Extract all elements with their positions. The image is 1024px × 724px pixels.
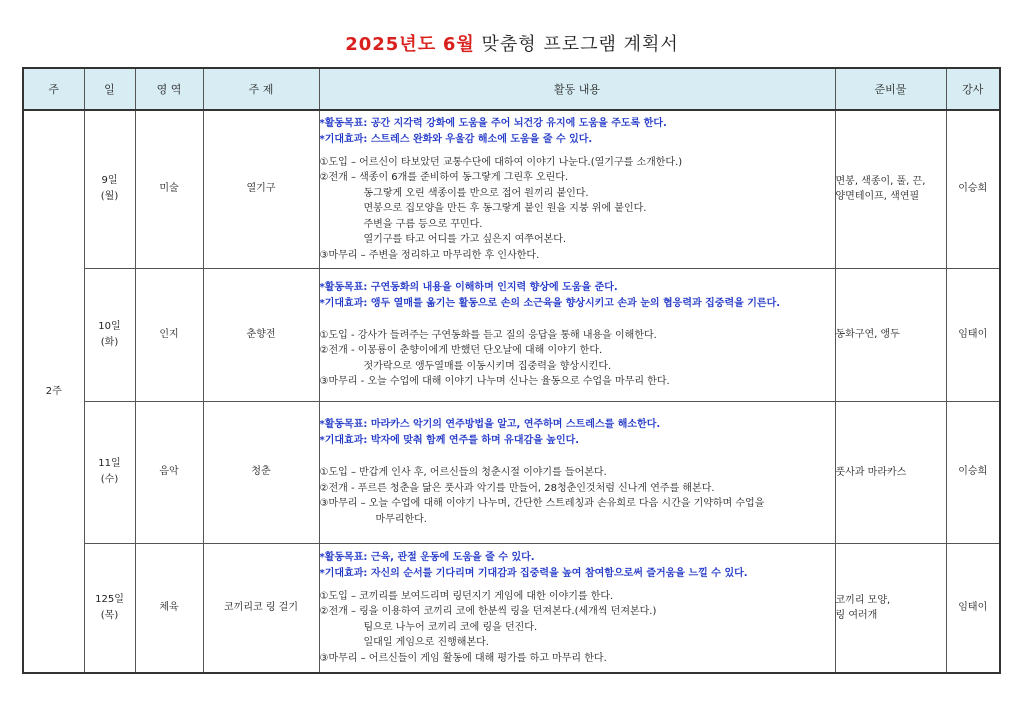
activity-line: ②전개 - 푸르른 청춘을 닮은 풋사과 악기를 만들어, 28청춘인것처럼 신나게 연주를 해본다. — [319, 482, 715, 494]
header-area: 영 역 — [135, 68, 203, 110]
topic-cell: 열기구 — [203, 110, 319, 268]
activity-line: 마무리한다. — [375, 513, 427, 525]
table-header-row — [23, 68, 1000, 110]
date-cell — [84, 110, 135, 268]
expected-effect: *기대효과: 박자에 맞춰 함께 연주를 하며 유대감을 높인다. — [319, 435, 580, 446]
area-cell: 미술 — [135, 110, 203, 268]
date-cell — [84, 401, 135, 543]
materials-cell — [835, 543, 946, 673]
activity-cell — [319, 543, 835, 673]
activity-line: 팀으로 나누어 코끼리 코에 링을 던진다. — [363, 621, 538, 633]
activity-line: ①도입 – 어르신이 타보았던 교통수단에 대하여 이야기 나눈다.(열기구를 소개한다.) — [319, 156, 683, 168]
materials-cell — [835, 110, 946, 268]
table-row — [23, 543, 1000, 673]
activity-line: ①도입 – 코끼리를 보여드리며 링던지기 게임에 대한 이야기를 한다. — [319, 590, 614, 602]
program-plan-table — [22, 67, 1001, 674]
header-date: 일 — [84, 68, 135, 110]
activity-goal: *활동목표: 마라카스 악기의 연주방법을 알고, 연주하며 스트레스를 해소한다. — [319, 419, 661, 430]
materials-line: 양면테이프, 색연필 — [835, 191, 920, 203]
activity-line: 일대일 게임으로 진행해본다. — [363, 637, 489, 648]
day-text: (목) — [100, 609, 119, 621]
teacher-cell: 이승희 — [946, 401, 1000, 543]
date-text: 125일 — [95, 593, 124, 605]
materials-line: 동화구연, 앵두 — [835, 329, 900, 340]
title-month: 6월 — [442, 34, 475, 55]
materials-cell — [835, 268, 946, 401]
materials-line: 풋사과 마라카스 — [835, 466, 907, 478]
day-text: (수) — [100, 474, 119, 485]
area-cell: 음악 — [135, 401, 203, 543]
materials-line: 면봉, 색종이, 풀, 끈, — [835, 176, 926, 188]
activity-line: ③마무리 – 오늘 수업에 대해 이야기 나누며, 간단한 스트레칭과 손유희로 다음 시간을 기약하며 수업을 — [319, 498, 765, 509]
date-text: 11일 — [98, 458, 121, 469]
activity-line: ③마무리 – 주변을 정리하고 마무리한 후 인사한다. — [319, 249, 540, 261]
day-text: (월) — [100, 191, 119, 203]
activity-line: ②전개 – 링을 이용하여 코끼리 코에 한분씩 링을 던져본다.(세개씩 던져본다.) — [319, 606, 657, 617]
materials-line: 코끼리 모양, — [835, 594, 891, 606]
teacher-cell: 임태이 — [946, 268, 1000, 401]
header-week: 주 — [23, 68, 84, 110]
header-materials: 준비물 — [835, 68, 946, 110]
topic-cell: 코끼리코 링 걸기 — [203, 543, 319, 673]
day-text: (화) — [100, 336, 119, 348]
activity-line: ②전개 - 이몽룡이 춘향이에게 반했던 단오날에 대해 이야기 한다. — [319, 345, 603, 356]
date-cell — [84, 543, 135, 673]
activity-line: 열기구를 타고 어디를 가고 싶은지 여쭈어본다. — [363, 234, 567, 245]
date-text: 9일 — [101, 175, 118, 187]
title-year: 2025년도 — [345, 34, 437, 55]
activity-cell — [319, 268, 835, 401]
header-teacher: 강사 — [946, 68, 1000, 110]
activity-goal: *활동목표: 근육, 관절 운동에 도움을 줄 수 있다. — [319, 551, 535, 563]
materials-line: 링 여러개 — [835, 609, 878, 621]
document-title — [0, 30, 1024, 56]
table-row — [23, 110, 1000, 268]
activity-line: 동그랗게 오린 색종이를 반으로 접어 원끼리 붙인다. — [363, 187, 589, 199]
date-cell — [84, 268, 135, 401]
activity-line: ③마무리 – 어르신들이 게임 활동에 대해 평가를 하고 마무리 한다. — [319, 652, 607, 664]
activity-goal: *활동목표: 공간 지각력 강화에 도움을 주어 뇌건강 유지에 도움을 주도록 한다. — [319, 117, 667, 129]
activity-line: 면봉으로 집모양을 만든 후 동그랗게 붙인 원을 지붕 위에 붙인다. — [363, 203, 647, 214]
activity-line: ①도입 – 반갑게 인사 후, 어르신들의 청춘시절 이야기를 들어본다. — [319, 467, 607, 478]
teacher-cell: 이승희 — [946, 110, 1000, 268]
expected-effect: *기대효과: 자신의 순서를 기다리며 기대감과 집중력을 높여 참여함으로써 즐거움을 느낄 수 있다. — [319, 567, 748, 579]
activity-cell — [319, 110, 835, 268]
header-activity: 활동 내용 — [319, 68, 835, 110]
materials-cell — [835, 401, 946, 543]
activity-line: ①도입 - 강사가 들려주는 구연동화를 듣고 질의 응답을 통해 내용을 이해한다. — [319, 329, 657, 341]
teacher-cell: 임태이 — [946, 543, 1000, 673]
title-text: 맞춤형 프로그램 계획서 — [481, 34, 679, 55]
topic-cell: 청춘 — [203, 401, 319, 543]
header-topic: 주 제 — [203, 68, 319, 110]
table-row — [23, 268, 1000, 401]
area-cell: 인지 — [135, 268, 203, 401]
activity-line: ③마무리 - 오늘 수업에 대해 이야기 나누며 신나는 율동으로 수업을 마무리 한다. — [319, 376, 670, 387]
week-cell: 2주 — [23, 110, 84, 673]
expected-effect: *기대효과: 스트레스 완화와 우울감 해소에 도움을 줄 수 있다. — [319, 133, 593, 145]
expected-effect: *기대효과: 앵두 열매를 옮기는 활동으로 손의 소근육을 향상시키고 손과 눈의 협응력과 집중력을 기른다. — [319, 297, 781, 309]
activity-goal: *활동목표: 구연동화의 내용을 이해하며 인지력 향상에 도움을 준다. — [319, 281, 618, 293]
activity-line: ②전개 – 색종이 6개를 준비하여 동그랗게 그린후 오린다. — [319, 172, 569, 183]
activity-line: 젓가락으로 앵두열매를 이동시키며 집중력을 향상시킨다. — [363, 360, 612, 372]
area-cell: 체육 — [135, 543, 203, 673]
date-text: 10일 — [98, 320, 121, 332]
activity-cell — [319, 401, 835, 543]
activity-line: 주변을 구름 등으로 꾸민다. — [363, 218, 483, 230]
table-row — [23, 401, 1000, 543]
topic-cell: 춘향전 — [203, 268, 319, 401]
